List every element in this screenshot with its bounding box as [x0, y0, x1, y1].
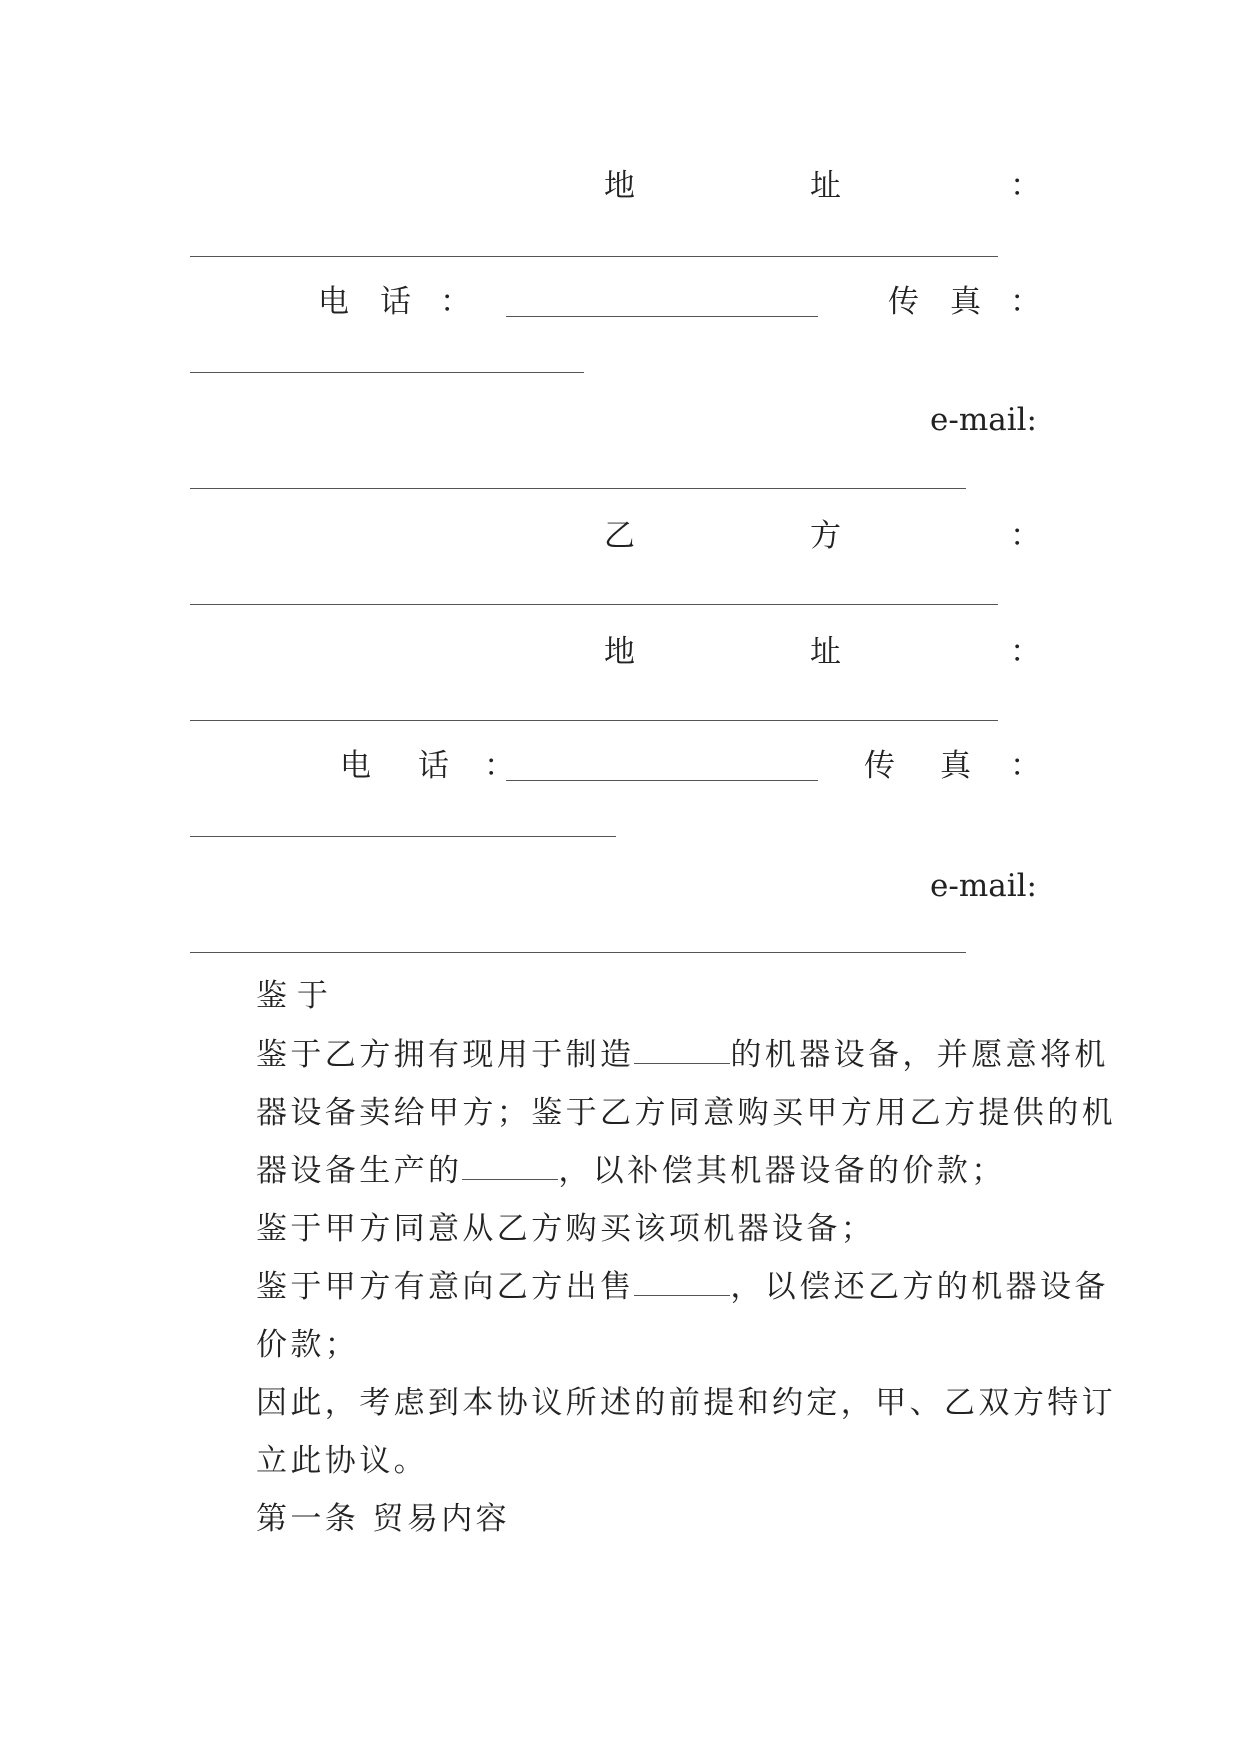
- party-b-fax-char-1: 传: [864, 748, 895, 784]
- party-b-address-char-1: 地: [604, 634, 635, 670]
- party-b-phone-colon: ：: [484, 748, 515, 784]
- party-b-email-blank: [190, 952, 966, 953]
- party-b-phone-char-1: 电: [340, 748, 371, 784]
- party-a-email-blank: [190, 488, 966, 489]
- p1-text-c: ，以补偿其机器设备的价款；: [558, 1153, 1006, 1189]
- party-b-fax-colon: ：: [1010, 748, 1041, 784]
- party-a-fax-blank: [190, 372, 584, 373]
- therefore-paragraph: [190, 1374, 1118, 1490]
- party-a-address-char-1: 地: [604, 168, 635, 204]
- party-b-name-blank: [190, 604, 998, 605]
- party-a-fax-colon: ：: [1010, 284, 1041, 320]
- party-a-email-label: e-mail:: [930, 402, 1037, 438]
- party-b-phone-char-2: 话: [418, 748, 449, 784]
- p1-blank-2: [462, 1179, 558, 1180]
- p3-text-b: ，以偿还乙方的机器设备价款；: [256, 1269, 1109, 1363]
- p1-blank-1: [634, 1063, 730, 1064]
- party-a-phone-char-2: 话: [380, 284, 411, 320]
- p3-blank: [634, 1295, 730, 1296]
- party-b-label-colon: ：: [1010, 518, 1041, 554]
- p3-text-a: 鉴于甲方有意向乙方出售: [256, 1269, 635, 1305]
- whereas-paragraph-3: [190, 1258, 1118, 1374]
- party-b-phone-blank: [506, 780, 818, 781]
- party-b-label-char-1: 乙: [604, 518, 635, 554]
- party-b-email-label: e-mail:: [930, 868, 1037, 904]
- party-b-address-blank: [190, 720, 998, 721]
- p4-text: 因此，考虑到本协议所述的前提和约定，甲、乙双方特订立此协议。: [256, 1385, 1116, 1479]
- party-a-address-blank: [190, 256, 998, 257]
- party-a-phone-blank: [506, 316, 818, 317]
- party-a-address-char-2: 址: [810, 168, 841, 204]
- p1-text-a: 鉴于乙方拥有现用于制造: [256, 1037, 635, 1073]
- whereas-paragraph-2: [190, 1200, 1118, 1258]
- party-b-fax-char-2: 真: [940, 748, 971, 784]
- whereas-heading: 鉴 于: [256, 978, 328, 1014]
- party-b-address-char-2: 址: [810, 634, 841, 670]
- p2-text: 鉴于甲方同意从乙方购买该项机器设备；: [256, 1211, 876, 1247]
- party-a-fax-char-1: 传: [888, 284, 919, 320]
- party-a-phone-char-1: 电: [318, 284, 349, 320]
- party-a-address-colon: ：: [1010, 168, 1041, 204]
- article-1-title: 第一条 贸易内容: [256, 1501, 511, 1537]
- whereas-paragraph-1: [190, 1026, 1118, 1200]
- party-b-fax-blank: [190, 836, 616, 837]
- party-a-phone-colon: ：: [440, 284, 471, 320]
- p1-text-b: 的机器设备，并愿意将机器设备卖给甲方；鉴于乙方同意购买甲方用乙方提供的机器设备生产的: [256, 1037, 1116, 1189]
- article-1-heading: [190, 1490, 1118, 1548]
- party-b-address-colon: ：: [1010, 634, 1041, 670]
- party-a-fax-char-2: 真: [950, 284, 981, 320]
- party-b-label-char-2: 方: [810, 518, 841, 554]
